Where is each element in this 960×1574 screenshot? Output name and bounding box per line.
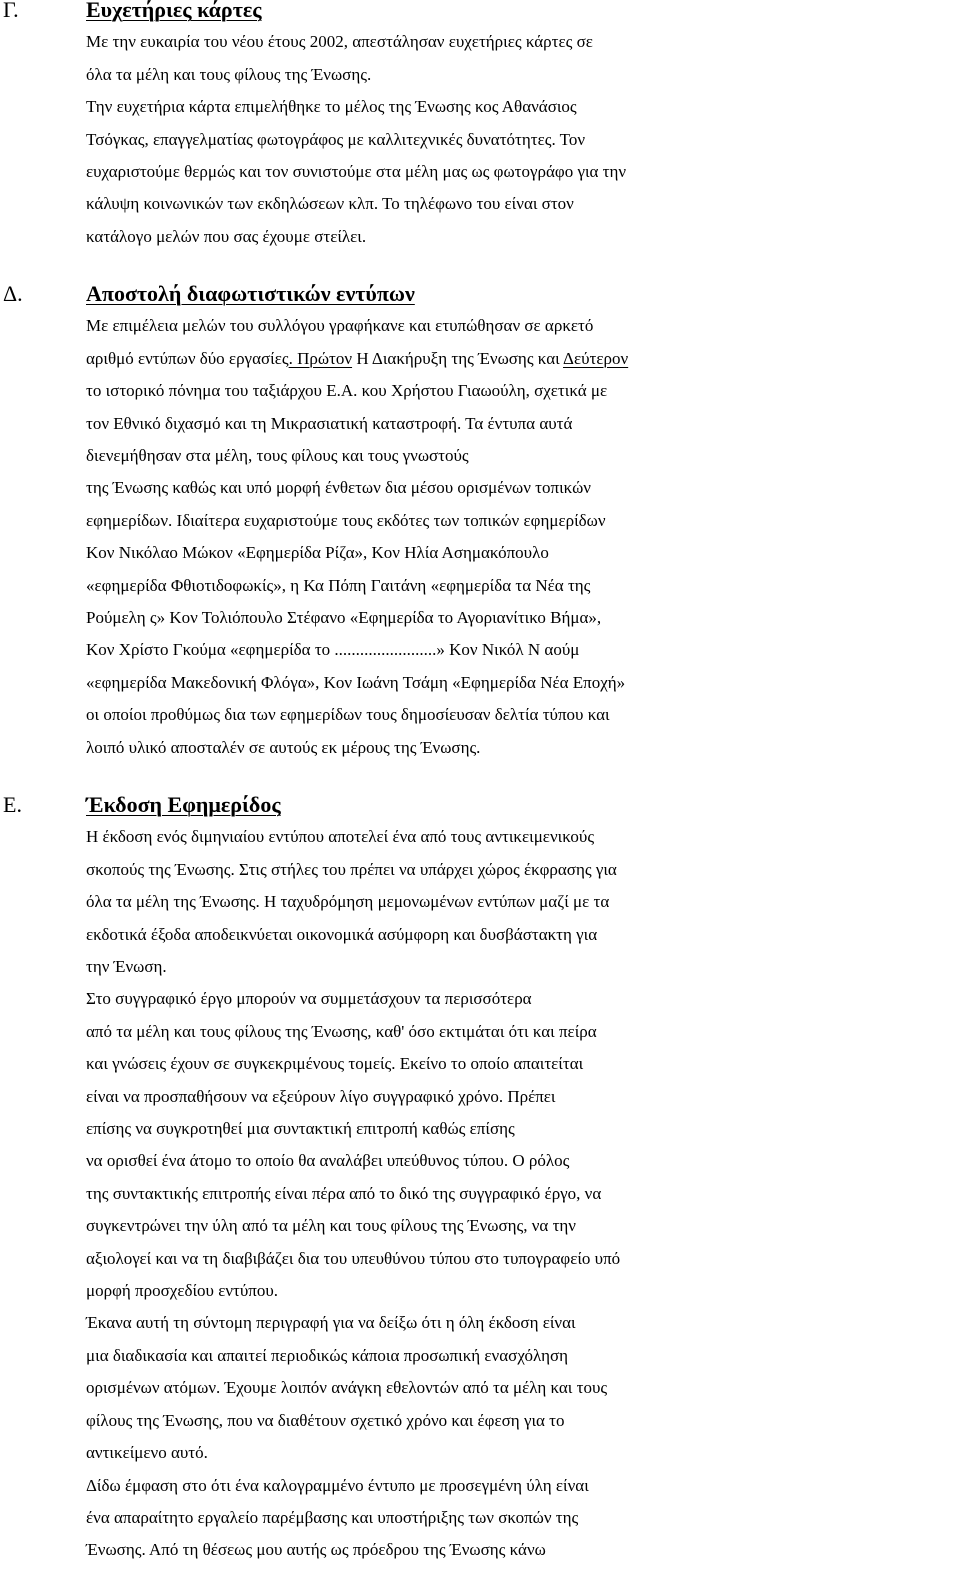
paragraph-line: και γνώσεις έχουν σε συγκεκριμένους τομείς. Εκείνο το οποίο απαιτείται bbox=[86, 1054, 584, 1074]
paragraph-line: μια διαδικασία και απαιτεί περιοδικώς κάποια προσωπική ενασχόληση bbox=[86, 1345, 569, 1365]
paragraph-line: Έκανα αυτή τη σύντομη περιγραφή για να δείξω ότι η όλη έκδοση είναι bbox=[86, 1313, 576, 1333]
paragraph-line: είναι να προσπαθήσουν να εξεύρουν λίγο συγγραφικό χρόνο. Πρέπει bbox=[86, 1086, 556, 1106]
paragraph-line: λοιπό υλικό αποσταλέν σε αυτούς εκ μέρους της Ένωσης. bbox=[86, 737, 481, 757]
paragraph-line: από τα μέλη και τους φίλους της Ένωσης, καθ' όσο εκτιμάται ότι και πείρα bbox=[86, 1021, 597, 1041]
paragraph-line: να ορισθεί ένα άτομο το οποίο θα αναλάβει υπεύθυνος τύπου. Ο ρόλος bbox=[86, 1151, 570, 1171]
paragraph-line: κάλυψη κοινωνικών των εκδηλώσεων κλπ. Το τηλέφωνο του είναι στον bbox=[86, 194, 574, 214]
section-heading: Έκδοση Εφημερίδος bbox=[86, 792, 281, 817]
paragraph-line: όλα τα μέλη της Ένωσης. Η ταχυδρόμηση μεμονωμένων εντύπων μαζί με τα bbox=[86, 892, 610, 912]
paragraph-line: Με επιμέλεια μελών του συλλόγου γραφήκανε και ετυπώθησαν σε αρκετό bbox=[86, 316, 594, 336]
paragraph-line: Η έκδοση ενός διμηνιαίου εντύπου αποτελεί ένα από τους αντικειμενικούς bbox=[86, 827, 595, 847]
paragraph-line: Την ευχετήρια κάρτα επιμελήθηκε το μέλος της Ένωσης κος Αθανάσιος bbox=[86, 97, 577, 117]
section-body bbox=[86, 26, 960, 253]
paragraph-line: Με την ευκαιρία του νέου έτους 2002, απεστάλησαν ευχετήριες κάρτες σε bbox=[86, 32, 593, 52]
section-letter: Ε. bbox=[3, 792, 22, 817]
paragraph-line: φίλους της Ένωσης, που να διαθέτουν σχετικό χρόνο και έφεση για το bbox=[86, 1410, 565, 1430]
paragraph-line: ένα απαραίτητο εργαλείο παρέμβασης και υποστήριξης των σκοπών της bbox=[86, 1507, 579, 1527]
paragraph-line: αντικείμενο αυτό. bbox=[86, 1443, 208, 1463]
section-heading: Ευχετήριες κάρτες bbox=[86, 0, 262, 22]
paragraph-line: σκοπούς της Ένωσης. Στις στήλες του πρέπει να υπάρχει χώρος έκφρασης για bbox=[86, 859, 617, 879]
paragraph-line: αξιολογεί και να τη διαβιβάζει δια του υπευθύνου τύπου στο τυπογραφείο υπό bbox=[86, 1248, 621, 1268]
paragraph-line: την Ένωση. bbox=[86, 957, 167, 977]
underlined-text-first: . Πρώτον bbox=[288, 348, 353, 368]
paragraph-line: Ένωσης. Από τη θέσεως μου αυτής ως πρόεδρου της Ένωσης κάνω bbox=[86, 1540, 546, 1560]
paragraph-line: «εφημερίδα Μακεδονική Φλόγα», Κον Ιωάνη Τσάμη «Εφημερίδα Νέα Εποχή» bbox=[86, 672, 626, 692]
text-run: αριθμό εντύπων δύο εργασίες bbox=[86, 348, 289, 368]
paragraph-line: συγκεντρώνει την ύλη από τα μέλη και τους φίλους της Ένωσης, να την bbox=[86, 1216, 576, 1236]
paragraph-line: της Ένωσης καθώς και υπό μορφή ένθετων δια μέσου ορισμένων τοπικών bbox=[86, 478, 591, 498]
paragraph-line: επίσης να συγκροτηθεί μια συντακτική επιτροπή καθώς επίσης bbox=[86, 1119, 515, 1139]
paragraph-line: της συντακτικής επιτροπής είναι πέρα από το δικό της συγγραφικό έργο, να bbox=[86, 1183, 602, 1203]
paragraph-line: τον Εθνικό διχασμό και τη Μικρασιατική καταστροφή. Τα έντυπα αυτά bbox=[86, 413, 573, 433]
paragraph-line: Τσόγκας, επαγγελματίας φωτογράφος με καλλιτεχνικές δυνατότητες. Τον bbox=[86, 129, 586, 149]
paragraph-line-mixed bbox=[86, 343, 960, 375]
paragraph-line: εφημερίδων. Ιδιαίτερα ευχαριστούμε τους εκδότες των τοπικών εφημερίδων bbox=[86, 510, 606, 530]
paragraph-line: εκδοτικά έξοδα αποδεικνύεται οικονομικά ασύμφορη και δυσβάστακτη για bbox=[86, 924, 598, 944]
section-letter: Δ. bbox=[3, 281, 23, 306]
paragraph-line: κατάλογο μελών που σας έχουμε στείλει. bbox=[86, 226, 367, 246]
paragraph-line: οι οποίοι προθύμως δια των εφημερίδων τους δημοσίευσαν δελτία τύπου και bbox=[86, 705, 610, 725]
paragraph-line: το ιστορικό πόνημα του ταξιάρχου Ε.Α. κου Χρήστου Γιαωούλη, σχετικά με bbox=[86, 381, 608, 401]
paragraph-line: Ρούμελη ς» Κον Τολιόπουλο Στέφανο «Εφημερίδα το Αγοριανίτικο Βήμα», bbox=[86, 608, 602, 628]
paragraph-line: διενεμήθησαν στα μέλη, τους φίλους και τους γνωστούς bbox=[86, 446, 469, 466]
section-letter: Γ. bbox=[3, 0, 19, 22]
underlined-text-second: Δεύτερον bbox=[563, 348, 629, 368]
paragraph-line: Κον Χρίστο Γκούμα «εφημερίδα το ........................» Κον Νικόλ Ν αούμ bbox=[86, 640, 580, 660]
paragraph-line: Κον Νικόλαο Μώκον «Εφημερίδα Ρίζα», Κον Ηλία Ασημακόπουλο bbox=[86, 543, 549, 563]
paragraph-line: μορφή προσχεδίου εντύπου. bbox=[86, 1281, 279, 1301]
paragraph-line: Δίδω έμφαση στο ότι ένα καλογραμμένο έντυπο με προσεγμένη ύλη είναι bbox=[86, 1475, 589, 1495]
paragraph-line: Στο συγγραφικό έργο μπορούν να συμμετάσχουν τα περισσότερα bbox=[86, 989, 532, 1009]
section-heading: Αποστολή διαφωτιστικών εντύπων bbox=[86, 281, 415, 306]
section-body bbox=[86, 821, 960, 1566]
paragraph-line: ορισμένων ατόμων. Έχουμε λοιπόν ανάγκη εθελοντών από τα μέλη και τους bbox=[86, 1378, 608, 1398]
paragraph-line: «εφημερίδα Φθιοτιδοφωκίς», η Κα Πόπη Γαιτάνη «εφημερίδα τα Νέα της bbox=[86, 575, 591, 595]
section-body bbox=[86, 310, 960, 764]
paragraph-line: ευχαριστούμε θερμώς και τον συνιστούμε στα μέλη μας ως φωτογράφο για την bbox=[86, 162, 627, 182]
text-run: Η Διακήρυξη της Ένωσης και bbox=[352, 348, 564, 368]
paragraph-line: όλα τα μέλη και τους φίλους της Ένωσης. bbox=[86, 64, 372, 84]
